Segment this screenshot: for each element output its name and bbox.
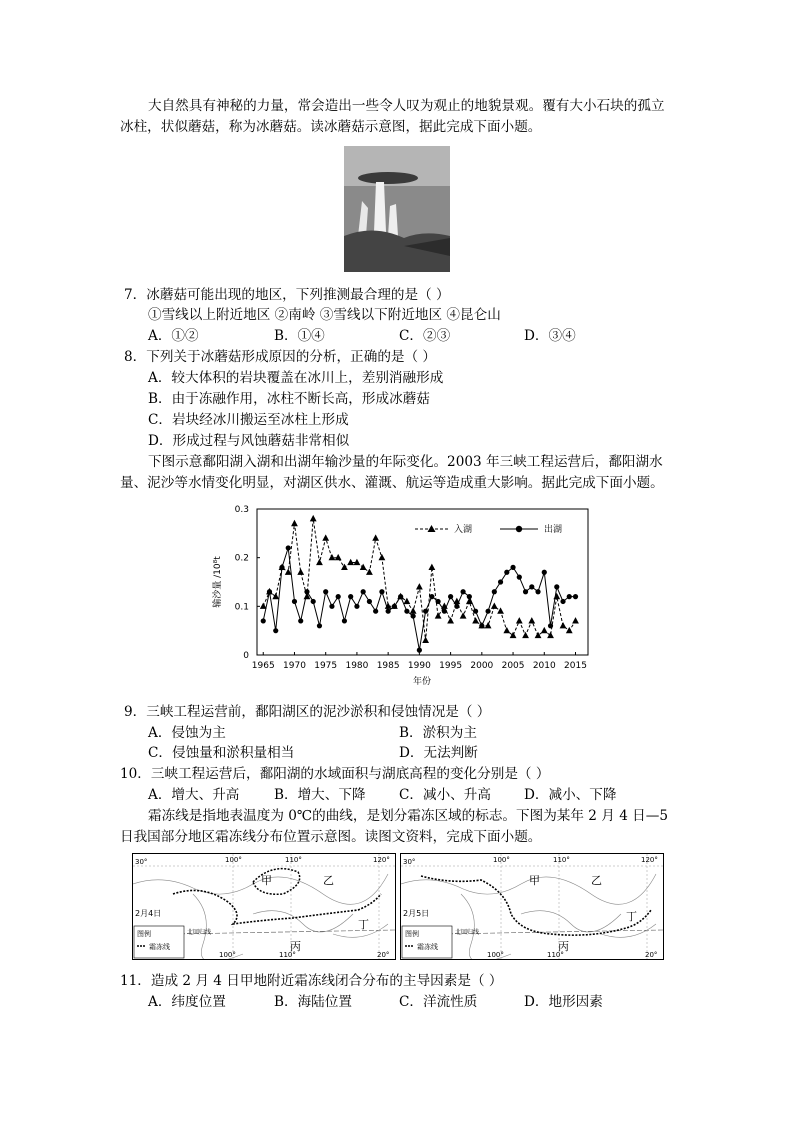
q11-option-c: C．洋流性质	[399, 994, 478, 1010]
svg-text:120°: 120°	[373, 856, 390, 864]
q8-option-c: C．岩块经冰川搬运至冰柱上形成	[148, 412, 349, 428]
q9-option-b: B．淤积为主	[399, 725, 477, 741]
data-point-out	[436, 599, 441, 604]
data-point-out	[311, 599, 316, 604]
q7-items: ①雪线以上附近地区 ②南岭 ③雪线以下附近地区 ④昆仑山	[148, 307, 501, 323]
x-tick-label: 2005	[501, 661, 525, 671]
data-point-out	[560, 599, 565, 604]
data-point-in	[335, 554, 342, 560]
map1-label-bing: 丙	[290, 940, 301, 953]
frost-map-feb4	[132, 853, 396, 960]
data-point-out	[460, 589, 465, 594]
data-point-out	[404, 609, 409, 614]
q7-option-d: D．③④	[524, 328, 576, 344]
data-point-out	[336, 594, 341, 599]
data-point-in	[491, 603, 498, 609]
x-tick-label: 1975	[314, 661, 338, 671]
intro3-line1: 霜冻线是指地表温度为 0℃的曲线，是划分霜冻区域的标志。下图为某年 2 月 4 日—5	[148, 808, 668, 824]
intro2-line1: 下图示意鄱阳湖入湖和出湖年输沙量的年际变化。2003 年三峡工程运营后，鄱阳湖水	[148, 454, 663, 470]
map2-label-yi: 乙	[591, 874, 602, 887]
data-point-in	[566, 627, 573, 633]
data-point-in	[572, 617, 579, 623]
y-axis-label: 输沙量 /10⁸t	[213, 556, 223, 608]
data-point-out	[354, 604, 359, 609]
svg-text:110°: 110°	[285, 856, 302, 864]
y-tick-label: 0.3	[234, 505, 249, 515]
data-point-out	[448, 594, 453, 599]
x-tick-label: 1965	[251, 661, 275, 671]
data-point-out	[523, 589, 528, 594]
map1-label-jia: 甲	[261, 874, 272, 887]
data-point-out	[498, 579, 503, 584]
legend-marker-in	[428, 525, 436, 532]
data-point-out	[535, 589, 540, 594]
q8-option-d: D．形成过程与风蚀蘑菇非常相似	[148, 433, 350, 449]
svg-text:20°: 20°	[377, 951, 390, 959]
data-point-out	[554, 584, 559, 589]
q7-option-b: B．①④	[274, 328, 325, 344]
data-point-out	[398, 594, 403, 599]
q11-option-b: B．海陆位置	[274, 994, 352, 1010]
q10-option-d: D．减小、下降	[524, 787, 617, 803]
intro2-line2: 量、泥沙等水情变化明显，对湖区供水、灌溉、航运等造成重大影响。据此完成下面小题。	[120, 475, 664, 491]
data-point-in	[347, 559, 354, 565]
map2-legend-title: 图例	[405, 930, 419, 938]
q8-option-a: A．较大体积的岩块覆盖在冰川上，差别消融形成	[148, 370, 444, 386]
y-tick-label: 0.2	[234, 553, 249, 564]
svg-text:20°: 20°	[645, 951, 658, 959]
data-point-in	[422, 637, 429, 643]
data-point-out	[379, 589, 384, 594]
svg-text:100°: 100°	[219, 951, 236, 959]
data-point-in	[560, 622, 567, 628]
data-point-in	[379, 554, 386, 560]
chart-legend	[415, 523, 562, 535]
q9-option-c: C．侵蚀量和淤积量相当	[148, 745, 295, 761]
data-point-out	[529, 584, 534, 589]
sediment-chart	[210, 500, 600, 690]
map2-tropic: 北回归线	[455, 929, 480, 936]
x-tick-label: 2015	[564, 661, 587, 671]
data-point-out	[492, 589, 497, 594]
data-point-out	[429, 594, 434, 599]
data-point-in	[272, 593, 279, 599]
x-tick-label: 1990	[407, 661, 431, 671]
data-point-out	[479, 623, 484, 628]
map1-legend-title: 图例	[137, 930, 151, 938]
data-point-out	[510, 565, 515, 570]
series-line-in	[263, 519, 575, 641]
map2-label-bing: 丙	[558, 940, 569, 953]
data-point-out	[473, 609, 478, 614]
data-point-out	[267, 589, 272, 594]
q8-option-b: B．由于冻融作用，冰柱不断长高，形成冰蘑菇	[148, 391, 430, 407]
q10-stem: 10．三峡工程运营后，鄱阳湖的水域面积与湖底高程的变化分别是（ ）	[120, 766, 550, 782]
x-axis-label: 年份	[412, 677, 432, 687]
intro1-line2: 冰柱，状似蘑菇，称为冰蘑菇。读冰蘑菇示意图，据此完成下面小题。	[120, 119, 542, 135]
q10-option-a: A．增大、升高	[148, 787, 240, 803]
map1-label-ding: 丁	[358, 918, 369, 931]
legend-marker-out	[516, 526, 522, 532]
data-point-in	[447, 617, 454, 623]
data-point-in	[403, 598, 410, 604]
data-point-out	[567, 594, 572, 599]
map1-tropic: 北回归线	[187, 929, 212, 936]
data-point-out	[317, 623, 322, 628]
frost-line	[173, 890, 381, 924]
q7-option-a: A．①②	[148, 328, 199, 344]
q9-stem: 9．三峡工程运营前，鄱阳湖区的泥沙淤积和侵蚀情况是（ ）	[124, 704, 491, 720]
x-tick-label: 1985	[376, 661, 400, 671]
data-point-out	[573, 594, 578, 599]
data-point-out	[423, 609, 428, 614]
data-point-out	[304, 589, 309, 594]
data-point-in	[510, 632, 517, 638]
data-point-out	[373, 609, 378, 614]
data-point-in	[553, 593, 560, 599]
data-point-out	[286, 545, 291, 550]
x-tick-label: 2010	[532, 661, 556, 671]
q7-option-c: C．②③	[399, 328, 451, 344]
svg-text:100°: 100°	[493, 856, 510, 864]
data-point-out	[442, 609, 447, 614]
data-point-out	[261, 618, 266, 623]
q9-option-d: D．无法判断	[399, 745, 478, 761]
data-point-out	[542, 570, 547, 575]
data-point-out	[392, 604, 397, 609]
q11-stem: 11．造成 2 月 4 日甲地附近霜冻线闭合分布的主导因素是（ ）	[120, 973, 503, 989]
q11-option-a: A．纬度位置	[148, 994, 226, 1010]
frost-loop	[253, 869, 300, 895]
data-point-in	[485, 622, 492, 628]
svg-text:110°: 110°	[279, 951, 296, 959]
data-point-in	[428, 564, 435, 570]
data-point-out	[504, 570, 509, 575]
data-point-out	[454, 604, 459, 609]
data-point-in	[528, 617, 535, 623]
legend-label-in: 入湖	[454, 525, 473, 535]
map2-label-ding: 丁	[626, 910, 637, 923]
data-point-in	[472, 617, 479, 623]
data-point-in	[372, 534, 379, 540]
svg-text:110°: 110°	[547, 951, 564, 959]
data-point-out	[411, 613, 416, 618]
data-point-out	[298, 618, 303, 623]
q10-option-c: C．减小、升高	[399, 787, 491, 803]
map1-date: 2月4日	[135, 909, 162, 918]
intro3-line2: 日我国部分地区霜冻线分布位置示意图。读图文资料，完成下面小题。	[120, 829, 542, 845]
svg-text:110°: 110°	[553, 856, 570, 864]
legend-label-out: 出湖	[544, 525, 563, 535]
q11-option-d: D．地形因素	[524, 994, 603, 1010]
data-point-in	[460, 612, 467, 618]
map2-legend-item: 霜冻线	[417, 943, 438, 951]
x-tick-label: 1970	[283, 661, 306, 671]
data-point-in	[360, 564, 367, 570]
x-tick-label: 1995	[439, 661, 463, 671]
intro1-line1: 大自然具有神秘的力量，常会造出一些令人叹为观止的地貌景观。覆有大小石块的孤立	[148, 98, 665, 114]
y-tick-label: 0.1	[234, 602, 249, 613]
data-point-out	[367, 599, 372, 604]
q10-option-b: B．增大、下降	[274, 787, 366, 803]
frost-map-feb5	[400, 853, 664, 960]
data-point-out	[485, 609, 490, 614]
data-point-out	[386, 609, 391, 614]
data-point-out	[361, 589, 366, 594]
data-point-out	[342, 618, 347, 623]
map2-date: 2月5日	[403, 909, 430, 918]
data-point-in	[410, 607, 417, 613]
data-point-out	[548, 623, 553, 628]
x-tick-label: 1980	[345, 661, 369, 671]
data-point-in	[522, 632, 529, 638]
data-point-in	[503, 627, 510, 633]
q7-stem: 7．冰蘑菇可能出现的地区，下列推测最合理的是（ ）	[124, 287, 450, 303]
data-point-in	[316, 559, 323, 565]
data-point-in	[322, 534, 329, 540]
data-point-in	[547, 632, 554, 638]
data-point-out	[517, 575, 522, 580]
svg-text:120°: 120°	[641, 856, 658, 864]
data-point-in	[329, 554, 336, 560]
svg-text:100°: 100°	[225, 856, 242, 864]
data-point-in	[354, 559, 361, 565]
data-point-in	[516, 617, 523, 623]
data-point-out	[467, 594, 472, 599]
map1-label-yi: 乙	[323, 874, 334, 887]
y-tick-label: 0	[243, 651, 249, 661]
data-point-in	[416, 583, 423, 589]
data-point-out	[417, 648, 422, 653]
data-point-out	[329, 604, 334, 609]
data-point-in	[497, 607, 504, 613]
data-point-in	[366, 568, 373, 574]
svg-text:100°: 100°	[487, 951, 504, 959]
data-point-in	[297, 568, 304, 574]
q8-stem: 8．下列关于冰蘑菇形成原因的分析，正确的是（ ）	[124, 349, 437, 365]
data-point-in	[291, 520, 298, 526]
data-point-out	[323, 589, 328, 594]
data-point-out	[273, 628, 278, 633]
q9-option-a: A．侵蚀为主	[148, 725, 226, 741]
data-point-out	[279, 565, 284, 570]
data-point-in	[310, 515, 317, 521]
ice-mushroom-photo	[344, 146, 450, 272]
map1-legend-item: 霜冻线	[149, 943, 170, 951]
svg-text:30°: 30°	[135, 858, 148, 866]
svg-text:30°: 30°	[403, 858, 416, 866]
data-point-in	[541, 627, 548, 633]
x-tick-label: 2000	[470, 661, 494, 671]
data-point-in	[535, 632, 542, 638]
data-point-out	[292, 599, 297, 604]
map2-label-jia: 甲	[529, 874, 540, 887]
data-point-out	[348, 594, 353, 599]
